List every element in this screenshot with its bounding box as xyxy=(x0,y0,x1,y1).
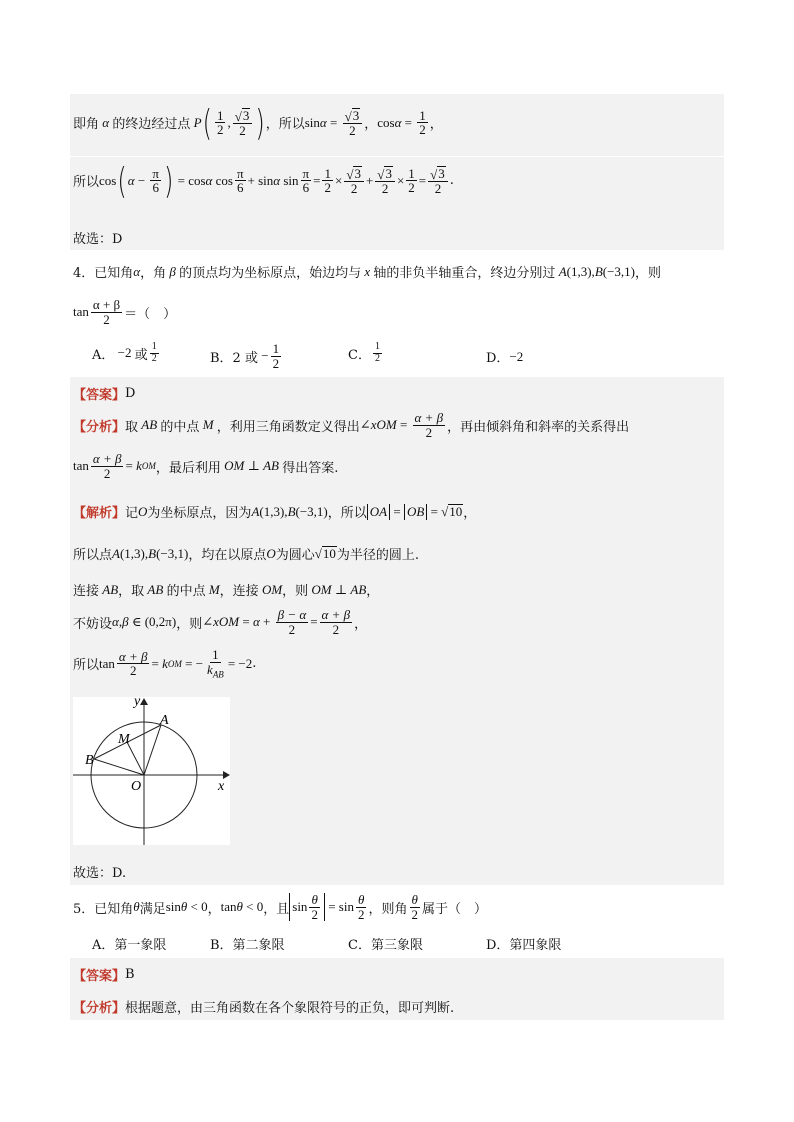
q4-stem-line1: 4． 已知角 α ，角 β 的顶点均为坐标原点，始边均与 x 轴的非负半轴重合，终边分别过 A (1,3), B (−3,1) ，则 xyxy=(73,263,662,281)
sol3-line2: 所以 cos ( α − $\frac{\pi}{6}$ ) = cos α cos $\frac{\pi}{6}$ + sin α sin $\frac{\pi}{6}$ = $\frac{1}{2}$ × √ 3 2 + √ 3 2 × $\frac{1}{2}$ = √ 3 2 . xyxy=(73,159,454,202)
sol3-answer: 故选：D xyxy=(73,232,123,247)
label-m: M xyxy=(118,732,130,747)
divider xyxy=(70,156,724,157)
label-o: O xyxy=(131,779,142,794)
q5-option-a[interactable]: A．第一象限 xyxy=(92,938,167,953)
q4-final: 故选：D. xyxy=(73,866,127,881)
label-b: B xyxy=(85,753,94,768)
unit-circle-diagram xyxy=(73,697,230,845)
label-x: x xyxy=(218,779,225,794)
q4-solution-line3: 连接 AB ，取 AB 的中点 M ，连接 OM ，则 OM ⊥ AB ， xyxy=(73,581,380,599)
q4-stem-line2: tan $\frac{\alpha + \beta}{2}$ ＝（ ） xyxy=(73,297,177,327)
q5-stem: 5． 已知角 θ 满足 sin θ < 0 ， tan θ < 0 ，且 sin $\frac{\theta}{2}$ = sin $\frac{\theta}{2}$ ，则角 $\frac{\theta}{2}$ 属于（ ） xyxy=(73,892,487,922)
q5-answer: 【答案】 B xyxy=(73,967,135,984)
q4-option-c[interactable]: C． $\frac{1}{2}$ xyxy=(348,341,380,364)
q4-answer: 【答案】 D xyxy=(73,386,136,403)
sol3-line1: 即角 α 的终边经过点 P ( $\frac{1}{2}$ , √ 3 2 ) ，所以 sin α = √ 3 2 ， cos α = $\frac{1}{2}$ ， xyxy=(73,101,443,144)
q5-option-b[interactable]: B．第二象限 xyxy=(210,938,285,953)
q4-option-a[interactable]: A． −2 或 $\frac{1}{2}$ xyxy=(92,341,157,364)
q4-solution-line2: 所以点 A (1,3), B (−3,1) ，均在以原点 O 为圆心 √ 10 为半径的圆上. xyxy=(73,545,420,563)
q5-option-d[interactable]: D．第四象限 xyxy=(486,938,562,953)
x-axis-arrow xyxy=(223,771,230,779)
q4-solution-line1: 【解析】 记 O 为坐标原点，因为 A (1,3), B (−3,1) ，所以 OA = OB = √ 10 ， xyxy=(73,503,477,521)
label-y: y xyxy=(134,697,141,709)
q4-solution-line4: 不妨设 α , β ∈ (0,2π) ，则 ∠ xOM = α + $\frac{\beta - \alpha}{2}$ = $\frac{\alpha + \beta}{2}$ ， xyxy=(73,607,368,637)
q5-option-c[interactable]: C．第三象限 xyxy=(348,938,423,953)
q5-analysis: 【分析】 根据题意，由三角函数在各个象限符号的正负，即可判断. xyxy=(73,1001,455,1016)
q4-solution-line5: 所以 tan $\frac{\alpha + \beta}{2}$ = k OM = − $\frac{1}{k_{AB}}$ = −2 . xyxy=(73,647,257,680)
q4-analysis-line2: tan $\frac{\alpha + \beta}{2}$ = k OM ，最后利用 OM ⊥ AB 得出答案. xyxy=(73,451,339,481)
q4-option-b[interactable]: B．2 或 − $\frac{1}{2}$ xyxy=(210,341,280,371)
label-a: A xyxy=(160,713,169,728)
q4-analysis-line1: 【分析】 取 AB 的中点 M ，利用三角函数定义得出 ∠ xOM = $\frac{\alpha + \beta}{2}$ ，再由倾斜角和斜率的关系得出 xyxy=(73,410,630,440)
q4-figure xyxy=(73,697,230,845)
q4-option-d[interactable]: D． −2 xyxy=(486,348,524,366)
y-axis-arrow xyxy=(140,698,148,705)
